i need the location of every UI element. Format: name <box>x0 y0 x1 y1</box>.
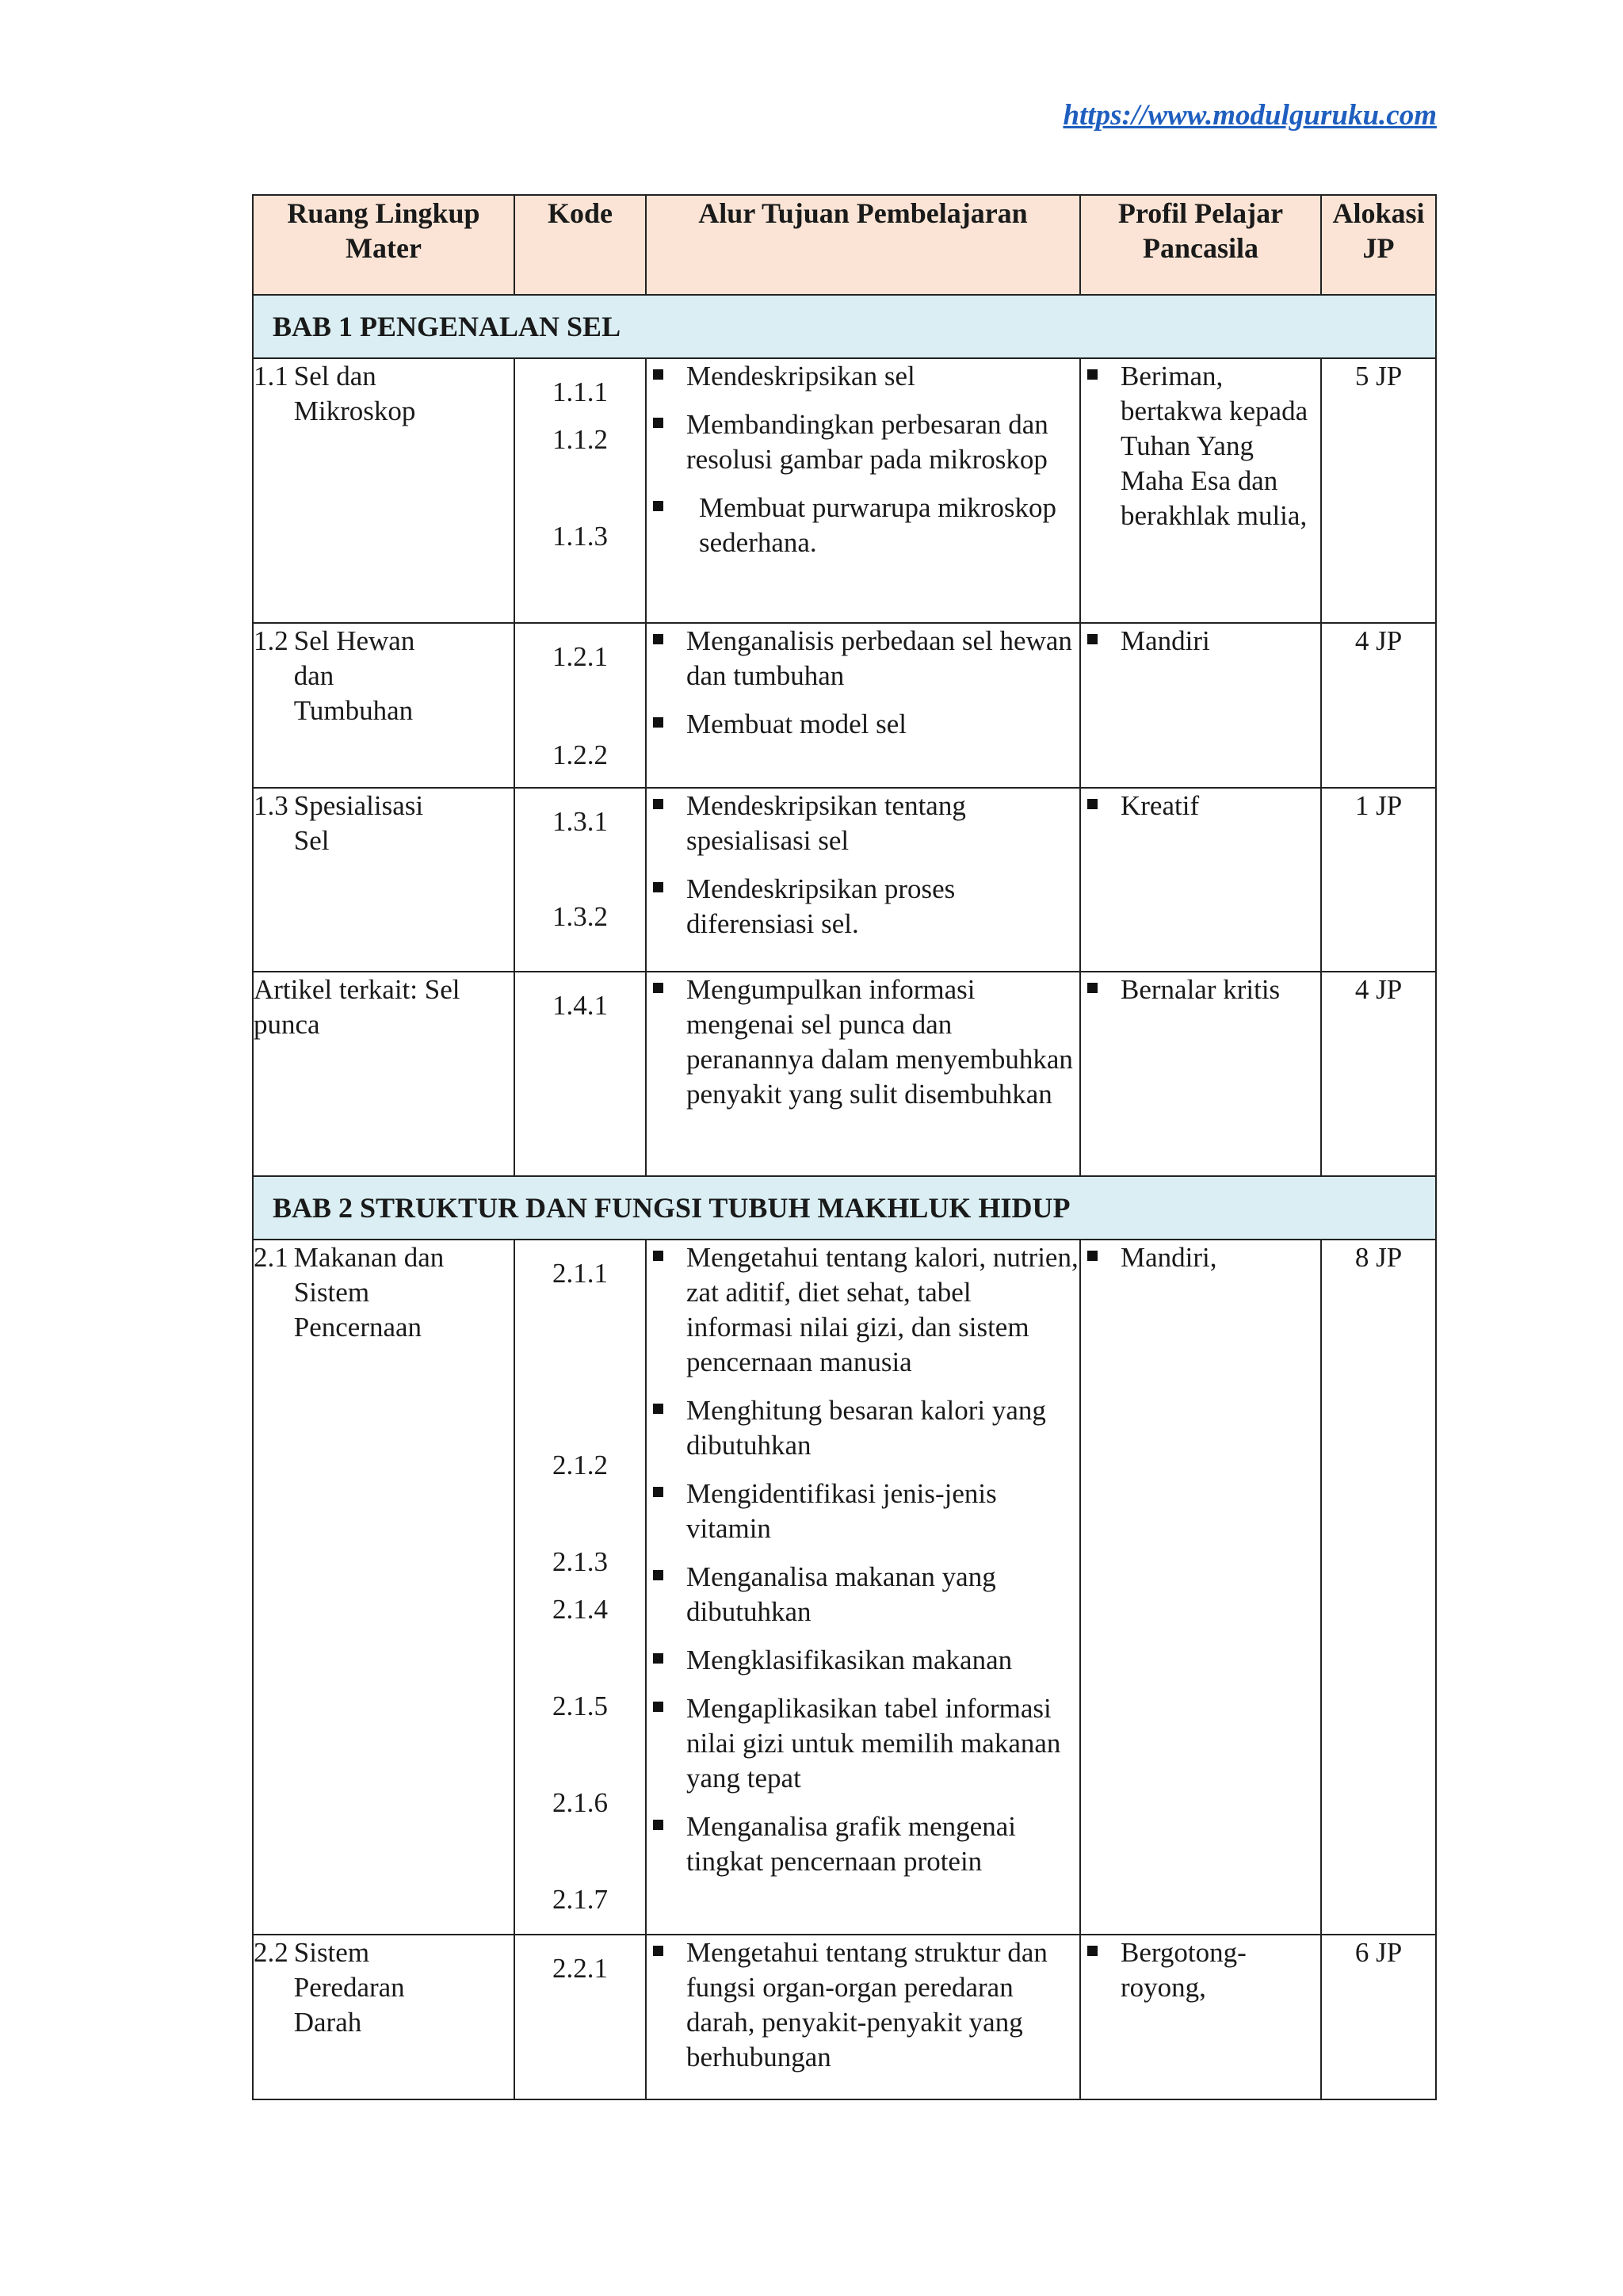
materi-number: 2.2 <box>254 1937 288 1968</box>
materi-text: Artikel terkait: Sel punca <box>254 974 460 1040</box>
kode-cell <box>514 972 646 1176</box>
header-profil: Profil Pelajar Pancasila <box>1080 195 1321 295</box>
materi-number: 1.2 <box>254 625 288 656</box>
kode-value: 2.1.7 <box>552 1884 608 1915</box>
table-row <box>253 788 1436 972</box>
kode-cell <box>514 1935 646 2099</box>
list-item: Mengetahui tentang kalori, nutrien, zat aditif, diet sehat, tabel informasi nilai gizi, dan sistem pencernaan manusia <box>647 1240 1079 1380</box>
table-header-row <box>253 195 1436 295</box>
header-alokasi: Alokasi JP <box>1321 195 1436 295</box>
list-item: Membuat purwarupa mikroskop sederhana. <box>647 491 1079 560</box>
list-item: Mendeskripsikan proses diferensiasi sel. <box>647 872 1079 942</box>
kode-value: 1.1.3 <box>552 521 608 552</box>
profil-cell <box>1080 1935 1321 2099</box>
section-title: BAB 1 PENGENALAN SEL <box>253 295 1436 358</box>
list-item: Mengetahui tentang struktur dan fungsi organ-organ peredaran darah, penyakit-penyakit yang berhubungan <box>647 1935 1079 2075</box>
list-item: Mengklasifikasikan makanan <box>647 1643 1079 1678</box>
list-item: Bergotong-royong, <box>1081 1935 1320 2005</box>
materi-cell <box>253 358 514 623</box>
materi-text: Makanan dan Sistem Pencernaan <box>293 1242 445 1343</box>
kode-value: 1.2.2 <box>552 739 608 770</box>
table-row <box>253 1935 1436 2099</box>
table-row <box>253 358 1436 623</box>
materi-number: 1.1 <box>254 361 288 392</box>
list-item: Bernalar kritis <box>1081 972 1320 1007</box>
section-row <box>253 295 1436 358</box>
list-item: Menganalisa makanan yang dibutuhkan <box>647 1560 1079 1629</box>
kode-value: 1.3.1 <box>552 806 608 837</box>
list-item: Membuat model sel <box>647 707 1079 742</box>
header-ruang-lingkup: Ruang Lingkup Mater <box>253 195 514 295</box>
kode-value: 1.1.2 <box>552 424 608 455</box>
alur-cell <box>646 1240 1080 1935</box>
kode-value: 2.1.2 <box>552 1450 608 1480</box>
kode-value: 1.1.1 <box>552 376 608 407</box>
jp-cell: 8 JP <box>1321 1240 1436 1935</box>
table-row <box>253 1240 1436 1935</box>
alur-cell <box>646 623 1080 788</box>
kode-cell <box>514 623 646 788</box>
list-item: Mandiri <box>1081 624 1320 659</box>
materi-text: Sel dan Mikroskop <box>293 361 416 426</box>
header-kode: Kode <box>514 195 646 295</box>
alur-cell <box>646 972 1080 1176</box>
list-item: Mengumpulkan informasi mengenai sel punca dan peranannya dalam menyembuhkan penyakit yang sulit disembuhkan <box>647 972 1079 1112</box>
jp-cell: 4 JP <box>1321 972 1436 1176</box>
profil-cell <box>1080 972 1321 1176</box>
profil-cell <box>1080 1240 1321 1935</box>
list-item: Menganalisis perbedaan sel hewan dan tumbuhan <box>647 624 1079 693</box>
list-item: Membandingkan perbesaran dan resolusi gambar pada mikroskop <box>647 407 1079 477</box>
profil-cell <box>1080 623 1321 788</box>
kode-value: 1.3.2 <box>552 901 608 932</box>
list-item: Menghitung besaran kalori yang dibutuhkan <box>647 1393 1079 1463</box>
kode-cell <box>514 788 646 972</box>
list-item: Mandiri, <box>1081 1240 1320 1275</box>
list-item: Kreatif <box>1081 789 1320 823</box>
list-item: Mendeskripsikan sel <box>647 359 1079 394</box>
kode-cell <box>514 358 646 623</box>
alur-cell <box>646 788 1080 972</box>
kode-value: 2.1.5 <box>552 1690 608 1721</box>
header-alur: Alur Tujuan Pembelajaran <box>646 195 1080 295</box>
jp-cell: 6 JP <box>1321 1935 1436 2099</box>
materi-text: Sistem Peredaran Darah <box>293 1937 405 2038</box>
list-item: Mengidentifikasi jenis-jenis vitamin <box>647 1477 1079 1546</box>
jp-cell: 1 JP <box>1321 788 1436 972</box>
materi-number: 2.1 <box>254 1242 288 1273</box>
section-title: BAB 2 STRUKTUR DAN FUNGSI TUBUH MAKHLUK HIDUP <box>253 1176 1436 1240</box>
table-row <box>253 972 1436 1176</box>
list-item: Mendeskripsikan tentang spesialisasi sel <box>647 789 1079 858</box>
jp-cell: 5 JP <box>1321 358 1436 623</box>
materi-cell <box>253 788 514 972</box>
materi-cell <box>253 972 514 1176</box>
learning-objectives-table <box>252 194 1437 2100</box>
kode-value: 1.2.1 <box>552 641 608 672</box>
materi-number: 1.3 <box>254 790 288 821</box>
materi-cell <box>253 1935 514 2099</box>
materi-text: Spesialisasi Sel <box>293 790 424 856</box>
profil-cell <box>1080 358 1321 623</box>
list-item: Menganalisa grafik mengenai tingkat pencernaan protein <box>647 1809 1079 1879</box>
alur-cell <box>646 1935 1080 2099</box>
kode-cell <box>514 1240 646 1935</box>
list-item: Mengaplikasikan tabel informasi nilai gizi untuk memilih makanan yang tepat <box>647 1691 1079 1796</box>
section-row <box>253 1176 1436 1240</box>
alur-cell <box>646 358 1080 623</box>
header-url[interactable]: https://www.modulguruku.com <box>1063 99 1437 132</box>
kode-value: 2.1.1 <box>552 1258 608 1289</box>
materi-cell <box>253 623 514 788</box>
kode-value: 2.1.6 <box>552 1787 608 1818</box>
kode-value: 1.4.1 <box>552 990 608 1021</box>
kode-value: 2.1.3 <box>552 1546 608 1577</box>
kode-value: 2.2.1 <box>552 1953 608 1984</box>
profil-cell <box>1080 788 1321 972</box>
list-item: Beriman, bertakwa kepada Tuhan Yang Maha Esa dan berakhlak mulia, <box>1081 359 1320 533</box>
kode-value: 2.1.4 <box>552 1594 608 1625</box>
materi-text: Sel Hewan dan Tumbuhan <box>293 625 415 726</box>
table-row <box>253 623 1436 788</box>
jp-cell: 4 JP <box>1321 623 1436 788</box>
materi-cell <box>253 1240 514 1935</box>
